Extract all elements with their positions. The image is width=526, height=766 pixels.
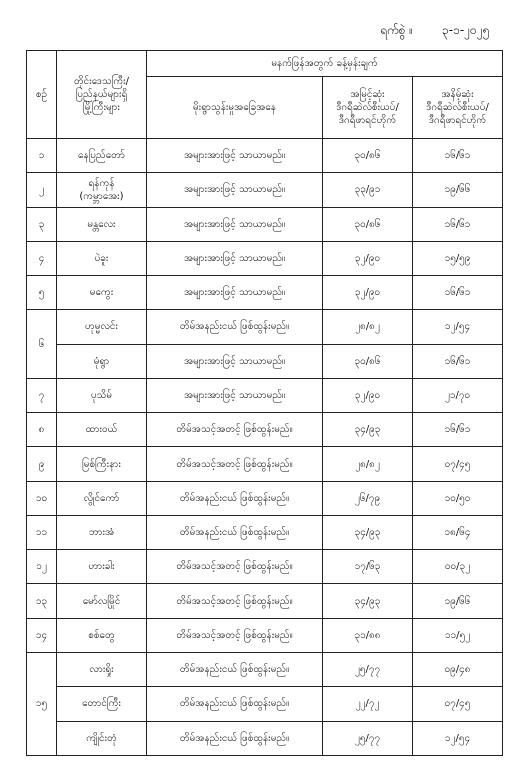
row-number: ၁၂ [27, 550, 57, 584]
weather-cell: တိမ်အနည်းငယ် ဖြစ်ထွန်းမည်။ [147, 310, 323, 344]
row-number: ၄ [27, 241, 57, 275]
max-temp-cell: ၃၂/၉၀ [323, 241, 413, 275]
header-min-temp: အနိမ့်ဆုံး ဒီဂရီဆဲလ်စီးယပ်/ ဒီဂရီဖာရင်ဟိုက် [413, 77, 503, 139]
header-region: တိုင်းဒေသကြီး/ ပြည်နယ်များရှိ မြို့ကြီးများ [57, 51, 147, 139]
row-number: ၆ [27, 310, 57, 379]
max-temp-cell: ၃၀/၈၆ [323, 139, 413, 173]
row-number: ၈ [27, 413, 57, 447]
table-row [27, 207, 503, 241]
max-temp-cell: ၃၄/၉၃ [323, 413, 413, 447]
city-cell: စစ်တွေ [57, 618, 147, 652]
weather-cell: တိမ်အနည်းငယ် ဖြစ်ထွန်းမည်။ [147, 481, 323, 515]
weather-cell: အများအားဖြင့် သာယာမည်။ [147, 241, 323, 275]
city-cell: ပဲခူး [57, 241, 147, 275]
weather-cell: အများအားဖြင့် သာယာမည်။ [147, 276, 323, 310]
max-temp-cell: ၁၇/၆၃ [323, 550, 413, 584]
row-number: ၇ [27, 378, 57, 412]
max-temp-cell: ၃၂/၉၀ [323, 276, 413, 310]
table-row [27, 413, 503, 447]
max-temp-cell: ၂၈/၈၂ [323, 310, 413, 344]
table-row [27, 139, 503, 173]
min-temp-cell: ၀၀/၃၂ [413, 550, 503, 584]
city-cell: မြစ်ကြီးနား [57, 447, 147, 481]
table-row [27, 173, 503, 207]
date-line [380, 22, 510, 40]
city-cell: ဟားခါး [57, 550, 147, 584]
city-cell: ဟုမ္မလင်း [57, 310, 147, 344]
row-number: ၂ [27, 173, 57, 207]
city-cell: ကျိုင်းတုံ [57, 721, 147, 755]
weather-cell: တိမ်အနည်းငယ် ဖြစ်ထွန်းမည်။ [147, 721, 323, 755]
max-temp-cell: ၂၂/၇၂ [323, 687, 413, 721]
weather-cell: တိမ်အသင့်အတင့် ဖြစ်ထွန်းမည်။ [147, 584, 323, 618]
row-number: ၁၄ [27, 618, 57, 652]
city-cell: လွိုင်ကော် [57, 481, 147, 515]
city-cell: ရန်ကုန် (ကမ္ဘာအေး) [57, 173, 147, 207]
header-weather: မိုးရွာသွန်းမှုအခြေအနေ [147, 77, 323, 139]
table-row [27, 584, 503, 618]
max-temp-cell: ၃၁/၈၈ [323, 618, 413, 652]
weather-cell: တိမ်အသင့်အတင့် ဖြစ်ထွန်းမည်။ [147, 550, 323, 584]
forecast-table-body [27, 51, 503, 756]
weather-cell: တိမ်အနည်းငယ် ဖြစ်ထွန်းမည်။ [147, 687, 323, 721]
date-label: ရက်စွဲ ။ [380, 23, 413, 37]
table-row [27, 344, 503, 378]
max-temp-cell: ၂၆/၇၉ [323, 481, 413, 515]
row-number: ၁၀ [27, 481, 57, 515]
max-temp-cell: ၃၀/၈၆ [323, 344, 413, 378]
min-temp-cell: ၁၆/၆၁ [413, 344, 503, 378]
max-temp-cell: ၃၃/၉၁ [323, 173, 413, 207]
weather-cell: အများအားဖြင့် သာယာမည်။ [147, 344, 323, 378]
table-row [27, 618, 503, 652]
min-temp-cell: ၂၁/၇၀ [413, 378, 503, 412]
min-temp-cell: ၁၆/၆၁ [413, 276, 503, 310]
city-cell: တောင်ကြီး [57, 687, 147, 721]
min-temp-cell: ၁၆/၆၁ [413, 207, 503, 241]
table-row [27, 276, 503, 310]
table-row [27, 481, 503, 515]
city-cell: ပုသိမ် [57, 378, 147, 412]
city-cell: နေပြည်တော် [57, 139, 147, 173]
city-cell: မုံရွာ [57, 344, 147, 378]
forecast-table [26, 50, 503, 756]
table-row [27, 721, 503, 755]
min-temp-cell: ၁၆/၆၁ [413, 139, 503, 173]
row-number: ၉ [27, 447, 57, 481]
min-temp-cell: ၀၇/၄၅ [413, 447, 503, 481]
min-temp-cell: ၁၉/၆၆ [413, 173, 503, 207]
min-temp-cell: ၁၀/၅၀ [413, 481, 503, 515]
header-forecast-group: မနက်ဖြန်အတွက် ခန့်မှန်းချက် [147, 51, 503, 77]
row-number: ၃ [27, 207, 57, 241]
table-row [27, 687, 503, 721]
weather-cell: တိမ်အသင့်အတင့် ဖြစ်ထွန်းမည်။ [147, 447, 323, 481]
max-temp-cell: ၂၅/၇၇ [323, 721, 413, 755]
header-row [27, 51, 503, 77]
city-cell: မကွေး [57, 276, 147, 310]
min-temp-cell: ၁၂/၅၄ [413, 310, 503, 344]
table-row [27, 652, 503, 686]
weather-cell: တိမ်အနည်းငယ် ဖြစ်ထွန်းမည်။ [147, 652, 323, 686]
max-temp-cell: ၃၀/၈၆ [323, 207, 413, 241]
row-number: ၁၃ [27, 584, 57, 618]
city-cell: မော်လမြိုင် [57, 584, 147, 618]
city-cell: မန္တလေး [57, 207, 147, 241]
row-number: ၁၁ [27, 515, 57, 549]
table-row [27, 515, 503, 549]
table-row [27, 241, 503, 275]
min-temp-cell: ၁၅/၅၉ [413, 241, 503, 275]
table-row [27, 310, 503, 344]
min-temp-cell: ၁၉/၆၆ [413, 584, 503, 618]
row-number: ၁ [27, 139, 57, 173]
min-temp-cell: ၀၉/၄၈ [413, 652, 503, 686]
weather-cell: အများအားဖြင့် သာယာမည်။ [147, 378, 323, 412]
max-temp-cell: ၂၈/၈၂ [323, 447, 413, 481]
city-cell: လားရှိုး [57, 652, 147, 686]
min-temp-cell: ၁၆/၆၁ [413, 413, 503, 447]
header-max-temp: အမြင့်ဆုံး ဒီဂရီဆဲလ်စီးယပ်/ ဒီဂရီဖာရင်ဟိုက် [323, 77, 413, 139]
min-temp-cell: ၁၈/၆၄ [413, 515, 503, 549]
max-temp-cell: ၂၅/၇၇ [323, 652, 413, 686]
row-number: ၅ [27, 276, 57, 310]
date-value: ၃-၁-၂၀၂၅ [442, 23, 490, 37]
max-temp-cell: ၃၂/၉၀ [323, 378, 413, 412]
city-cell: ဘားအံ [57, 515, 147, 549]
table-row [27, 550, 503, 584]
min-temp-cell: ၁၂/၅၄ [413, 721, 503, 755]
table-row [27, 447, 503, 481]
city-cell: ထားဝယ် [57, 413, 147, 447]
header-no: စဉ် [27, 51, 57, 139]
min-temp-cell: ၁၁/၅၂ [413, 618, 503, 652]
table-row [27, 378, 503, 412]
weather-cell: တိမ်အနည်းငယ် ဖြစ်ထွန်းမည်။ [147, 515, 323, 549]
weather-cell: အများအားဖြင့် သာယာမည်။ [147, 139, 323, 173]
weather-cell: အများအားဖြင့် သာယာမည်။ [147, 173, 323, 207]
weather-cell: တိမ်အသင့်အတင့် ဖြစ်ထွန်းမည်။ [147, 413, 323, 447]
max-temp-cell: ၃၄/၉၃ [323, 515, 413, 549]
max-temp-cell: ၃၄/၉၃ [323, 584, 413, 618]
row-number: ၁၅ [27, 652, 57, 755]
weather-cell: တိမ်အသင့်အတင့် ဖြစ်ထွန်းမည်။ [147, 618, 323, 652]
weather-cell: အများအားဖြင့် သာယာမည်။ [147, 207, 323, 241]
min-temp-cell: ၀၇/၄၅ [413, 687, 503, 721]
